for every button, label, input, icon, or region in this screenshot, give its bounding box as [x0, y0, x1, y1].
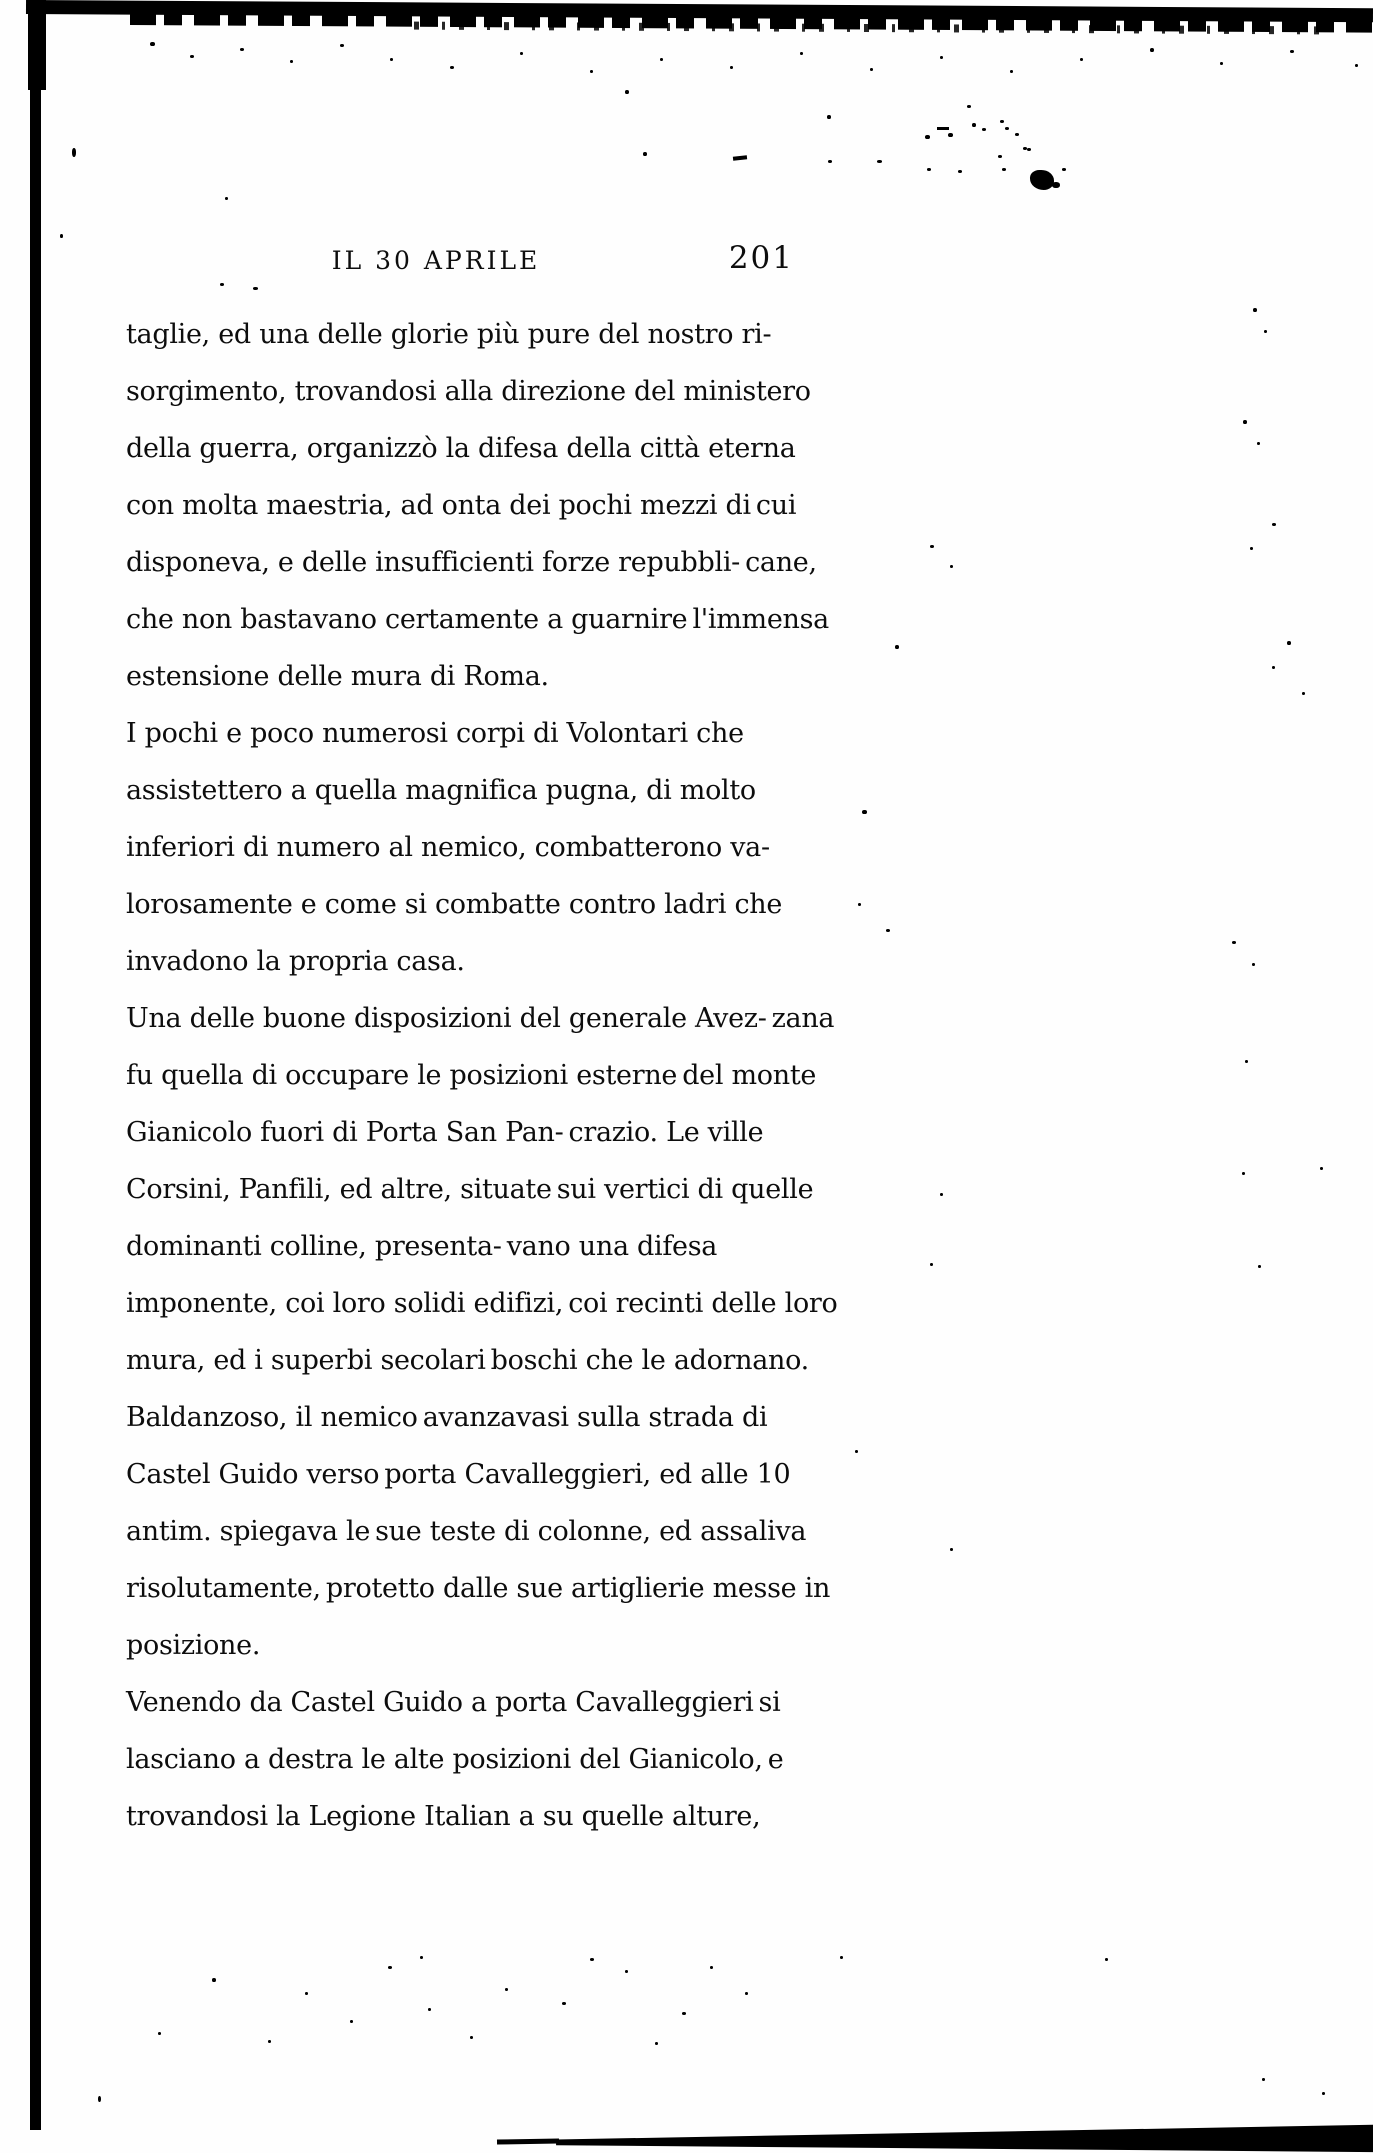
text-line: zana fu quella di occupare le posizioni esterne — [126, 1003, 835, 1091]
scan-edge-left-top — [28, 0, 46, 90]
paragraph — [126, 990, 840, 1674]
text-line: Una delle buone disposizioni del generale Avez- — [126, 1003, 767, 1034]
running-title: IL 30 APRILE — [331, 246, 541, 275]
text-line: sue teste di colonne, ed assaliva risolutamente, — [126, 1516, 807, 1604]
text-line: coi recinti delle loro mura, ed i superbi secolari — [126, 1288, 838, 1376]
paragraph — [126, 1674, 840, 1845]
text-line: della guerra, organizzò la difesa della città eterna — [126, 433, 796, 464]
text-line: crazio. Le ville Corsini, Panfili, ed altre, situate — [126, 1117, 764, 1205]
text-line: Venendo da Castel Guido a porta Cavalleggieri — [126, 1687, 754, 1718]
page-number: 201 — [728, 240, 794, 276]
text-line: sorgimento, trovandosi alla direzione del ministero — [126, 376, 811, 407]
page-header — [126, 240, 840, 282]
scan-edge-bottom — [0, 2123, 1373, 2153]
text-line: porta Cavalleggieri, ed alle 10 antim. spiegava le — [126, 1459, 791, 1547]
text-line: cui disponeva, e delle insufficienti forze repubbli- — [126, 490, 797, 578]
text-line: taglie, ed una delle glorie più pure del nostro ri- — [126, 319, 772, 350]
text-line: I pochi e poco numerosi corpi di Volontari che — [126, 718, 744, 749]
text-line: inferiori di numero al nemico, combatterono va- — [126, 832, 770, 863]
text-line: si lasciano a destra le alte posizioni del Gianicolo, — [126, 1687, 781, 1775]
paragraph — [126, 705, 840, 990]
text-line: lorosamente e come si combatte contro ladri che — [126, 889, 783, 920]
page-content — [126, 240, 840, 1845]
text-line: e trovandosi la Legione Italian a su quelle alture, — [126, 1744, 784, 1832]
text-line: invadono la propria casa. — [126, 946, 465, 977]
text-line: protetto dalle sue artiglierie messe in posizione. — [126, 1573, 831, 1661]
text-line: assistettero a quella magnifica pugna, di molto — [126, 775, 756, 806]
text-line: cane, che non bastavano certamente a guarnire — [126, 547, 817, 635]
text-line: avanzavasi sulla strada di Castel Guido verso — [126, 1402, 768, 1490]
scan-edge-bottom-tick — [497, 2138, 559, 2144]
scan-edge-left — [30, 4, 41, 2130]
body-text — [126, 306, 840, 1845]
text-line: boschi che le adornano. Baldanzoso, il nemico — [126, 1345, 809, 1433]
paragraph — [126, 306, 840, 705]
text-line: del monte Gianicolo fuori di Porta San Pan- — [126, 1060, 817, 1148]
text-line: sui vertici di quelle dominanti colline, presenta- — [126, 1174, 814, 1262]
text-line: l'immensa estensione delle mura di Roma. — [126, 604, 829, 692]
text-line: con molta maestria, ad onta dei pochi mezzi di — [126, 490, 751, 521]
text-line: vano una difesa imponente, coi loro solidi edifizi, — [126, 1231, 718, 1319]
